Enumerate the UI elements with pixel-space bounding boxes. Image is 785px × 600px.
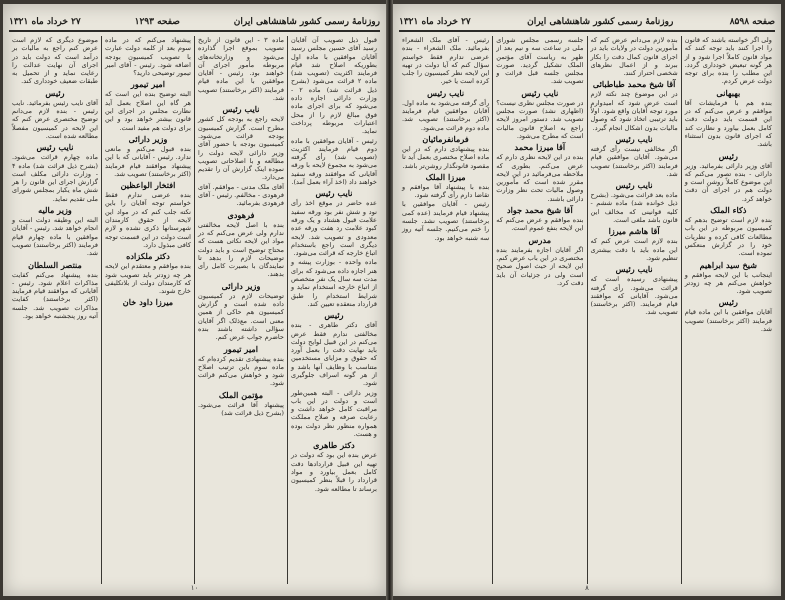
text-column <box>682 36 775 584</box>
paragraph: در صورت مجلس نظری نیست؟ (اظهاری نشد) صورت مجلس تصویب شد. دستور امروز لایحه راجع به اصلاح قانون مالیات است که مطرح می‌شود. <box>496 98 584 140</box>
speaker-heading: میرزا الملک <box>425 171 466 182</box>
speaker-heading: رئیس <box>324 310 344 321</box>
right-page <box>393 4 781 596</box>
paragraph: بنده با پیشنهاد آقا موافقم و تقاضا دارم رأی گرفته شود. <box>402 182 490 200</box>
paragraph: بنده عرضی ندارم فقط خواستم توجه آقایان را باین نکته جلب کنم که در مواد این لایحه از حقوق کارمندان شهرستانها ذکری نشده و لازم است دولت در این قسمت توجه کافی مبذول دارد. <box>105 191 191 249</box>
paragraph: وزیر دارائی - البته همین‌طور است و دولت در این باب مراقبت کامل خواهد داشت و رعایت صرفه و صلاح مملکت همواره منظور نظر دولت بوده و هست. <box>291 388 377 439</box>
speaker-heading: مدرس <box>528 234 552 245</box>
paragraph: قبول ذیل تصویب آن آقایان رسید آقای حسین مجلس رسید آقایان موافقین با ماده اول بطوریکه اصلاح شد قیام فرمایند اکثریت (تصویب شد) ماده ۲ قرائت می‌شود (بشرح ذیل قرائت شد) ماده ۲ - وزارت دارائی اجازه داده می‌شود که برای اجرای ماده فوق مبالغ لازم را از محل اعتبارات مربوطه پرداخت نماید. <box>291 36 377 136</box>
right-header-center: روزنامهٔ رسمی کشور شاهنشاهی ایران <box>527 17 674 27</box>
speaker-heading: نایب رئیس <box>315 188 353 199</box>
left-page-header <box>9 14 380 32</box>
text-column <box>288 36 380 584</box>
speaker-heading: فرهودی <box>227 209 255 220</box>
paragraph: بنده پیشنهادی دارم که در این ماده اصلاح مختصری بعمل آید تا مقصود قانونگذار روشن‌تر باشد. <box>402 144 490 170</box>
speaker-heading: رئیس <box>45 87 65 98</box>
left-header-left: ۲۷ خرداد ماه ۱۳۲۱ <box>9 17 81 27</box>
speaker-heading: میرزا داود خان <box>122 297 174 308</box>
speaker-heading: امیر تیمور <box>130 79 166 90</box>
paragraph: بنده قبول می‌کنم و مانعی ندارد. رئیس - آقایانی که با این پیشنهاد موافقند قیام فرمایند (اکثر برخاستند) تصویب شد. <box>105 144 191 178</box>
speaker-heading: آقا شیخ محمد جواد <box>506 205 573 216</box>
speaker-heading: دکتر طاهری <box>313 440 355 451</box>
paragraph: آقایان موافقین با این ماده قیام فرمایند (اکثر برخاستند) تصویب شد. <box>684 308 772 334</box>
text-column <box>102 36 195 584</box>
text-column <box>399 36 493 584</box>
text-column <box>493 36 587 584</box>
paragraph: ولی اگر خواسته باشند که قانون را اجرا کنند باید توجه کنند که مواد قانون کاملاً اجرا شود و از هر گونه تبعیض خودداری گردد. این مطلب را بنده برای توجه دولت عرض کردم. <box>684 36 772 86</box>
paragraph: رئیس - آقایان موافقین با پیشنهاد قیام فرمایند (عده کمی برخاستند) تصویب نشد. جلسه را ختم می‌کنیم. جلسه آتیه روز سه شنبه خواهد بود. <box>402 200 490 242</box>
speaker-heading: منتصر السلطان <box>28 259 82 270</box>
speaker-heading: نایب رئیس <box>36 142 74 153</box>
paragraph: عرض بنده این بود که دولت در تهیه این قبیل قراردادها دقت کامل بعمل بیاورد و مواد قرارداد را قبلاً بنظر کمیسیون برساند تا مطالعه شود. <box>291 451 377 493</box>
speaker-heading: شیخ سید ابراهیم <box>699 259 758 270</box>
speaker-heading: نایب رئیس <box>615 264 653 275</box>
speaker-heading: نایب رئیس <box>427 87 465 98</box>
paragraph: اگر مخالفی نیست رأی گرفته می‌شود. آقایان موافقین قیام فرمایند (اکثر برخاستند) تصویب شد. <box>590 144 678 178</box>
speaker-heading: آقا هاشم میرزا <box>608 226 660 237</box>
speaker-heading: نایب رئیس <box>222 104 260 115</box>
paragraph: ماده واحده - بوزارت پیشه و هنر اجازه داده می‌شود که برای مدت سه سال یک نفر متخصص از اتباع خارجه استخدام نماید و شرایط استخدام را طبق قرارداد منعقده تعیین کند. <box>291 258 377 308</box>
paragraph: در این موضوع چند نکته لازم است عرض شود که امیدوارم مورد توجه آقایان واقع شود. اولاً باید ترتیبی اتخاذ شود که وصول مالیات بدون اشکال انجام گیرد. <box>590 90 678 132</box>
right-page-footer: ۸ <box>585 584 589 592</box>
paragraph: بنده با اصل لایحه مخالفتی ندارم ولی عرض می‌کنم که در مواد این لایحه نکاتی هست که محتاج توضیح است و باید دولت توضیحات لازم را بدهد تا نمایندگان با بصیرت کامل رأی بدهند. <box>198 220 284 279</box>
speaker-heading: ذکاء الملک <box>710 205 747 216</box>
speaker-heading: نایب رئیس <box>521 87 559 98</box>
paragraph: رئیس - آقایان موافقین با ماده دوم قیام فرمایند اکثریت (تصویب شد) رأی گرفته می‌شود به مجموع لایحه با ورقه آقایانی که موافقند ورقه سفید خواهند داد (اخذ آراء بعمل آمد). <box>291 136 377 187</box>
speaker-heading: دکتر ملکزاده <box>126 251 170 262</box>
left-page-columns <box>9 36 380 584</box>
right-page-columns <box>399 36 775 584</box>
speaker-heading: وزیر مالیه <box>38 205 72 216</box>
page-gutter <box>386 0 393 600</box>
right-page-header <box>399 14 775 32</box>
paragraph: البته این وظیفه دولت است و انجام خواهد شد. رئیس - آقایان موافقین با ماده چهارم قیام فرمایند (اکثر برخاستند) تصویب شد. <box>12 216 98 258</box>
speaker-heading: وزیر دارائی <box>128 133 168 144</box>
left-header-right: روزنامهٔ رسمی کشور شاهنشاهی ایران <box>233 17 380 27</box>
text-column <box>195 36 288 584</box>
right-header-left: ۲۷ خرداد ماه ۱۳۲۱ <box>399 17 471 27</box>
paragraph: بنده لازم است توضیح بدهم که کمیسیون مربوطه در این باب مطالعات کافی کرده و نظریات خود را در گزارش منعکس نموده است. <box>684 216 772 258</box>
left-header-center: صفحه ۱۲۹۳ <box>134 17 180 27</box>
speaker-heading: نایب رئیس <box>615 133 653 144</box>
paragraph: بنده پیشنهاد می‌کنم کفایت مذاکرات اعلام شود. رئیس - آقایانی که موافقند قیام فرمایند (اکثر برخاستند) کفایت مذاکرات تصویب شد. جلسه آتیه روز پنجشنبه خواهد بود. <box>12 270 98 321</box>
paragraph: پیشنهادی رسیده است که قرائت می‌شود. رأی گرفته می‌شود. آقایانی که موافقند قیام فرمایند. (اکثر برخاستند) تصویب شد. <box>590 275 678 317</box>
paragraph: عده حاضر در موقع اخذ رأی نود و شش نفر بود ورقه سفید علامت قبول هشتاد و یک ورقه کبود علامت رد هفت ورقه عده معدودی و تصویب شد. لایحه دیگری است راجع باستخدام اتباع خارجه که قرائت می‌شود. <box>291 199 377 258</box>
paragraph: رئیس - آقای ملک الشعراء بفرمائید. ملک الشعراء - بنده عرضی ندارم فقط خواستم سؤال کنم که آیا دولت در تهیه این لایحه نظر کمیسیون را جلب کرده است یا خیر. <box>402 36 490 86</box>
speaker-heading: افتخار الواعظین <box>120 180 176 191</box>
paragraph: پیشنهاد می‌کنم که در ماده سوم بعد از کلمه دولت عبارت با تصویب کمیسیون بودجه اضافه شود. رئیس - آقای امیر تیمور توضیحی دارید؟ <box>105 36 191 78</box>
speaker-heading: آقا میرزا محمد <box>514 142 566 153</box>
paragraph: توضیحات لازم در کمیسیون داده شده است و گزارش کمیسیون هم حاکی از همین معنی است. مع‌ذلک اگر آقایان سؤالی داشته باشند بنده حاضرم جواب عرض کنم. <box>198 291 284 342</box>
speaker-heading: رئیس <box>718 297 738 308</box>
speaker-heading: بهبهانی <box>716 87 741 98</box>
speaker-heading: آقا شیخ محمد طباطبائی <box>592 79 676 90</box>
paragraph: ماده چهارم قرائت می‌شود. (بشرح ذیل قرائت شد) ماده ۴ - وزارت دارائی مکلف است گزارش اجرای این قانون را هر شش ماه یکبار بمجلس شورای ملی تقدیم نماید. <box>12 153 98 203</box>
left-page <box>3 4 386 596</box>
paragraph: اینجانب با این لایحه موافقم و خواهش می‌کنم هر چه زودتر تصویب شود. <box>684 270 772 296</box>
text-column <box>9 36 102 584</box>
paragraph: ماده ۳ - این قانون از تاریخ تصویب بموقع اجرا گذارده می‌شود و وزارتخانه‌های مربوطه مأمور اجرای آن خواهند بود. رئیس - آقایان موافقین با این ماده قیام فرمایند (اکثر برخاستند) تصویب شد. <box>198 36 285 103</box>
paragraph: آقای نایب رئیس بفرمائید. نایب رئیس - بنده لازم می‌دانم توضیح مختصری عرض کنم که این لایحه در کمیسیون مفصلاً مطالعه شده است. <box>12 98 98 140</box>
paragraph: بنده لازم می‌دانم عرض کنم که مأمورین دولت در ولایات باید در اجرای قانون کمال دقت را بکار ببرند و از اعمال نظرهای شخصی احتراز کنند. <box>590 36 678 78</box>
paragraph: بنده هم با فرمایشات آقا موافقم و عرض می‌کنم که در این قسمت باید دولت دقت کامل بعمل بیاورد و نظارت کند که اجرای قانون بدون استثناء باشد. <box>684 98 772 149</box>
speaker-heading: فرمانفرمائیان <box>422 133 469 144</box>
paragraph: آقای ملک مدنی - موافقم. آقای فرهودی - مخالفم. رئیس - آقای فرهودی بفرمائید. <box>198 182 284 208</box>
paragraph: رأی گرفته می‌شود به ماده اول. آقایان موافقین قیام فرمایند (اکثر برخاستند) تصویب شد. ماده دوم قرائت می‌شود. <box>402 98 490 132</box>
paragraph: موضوع دیگری که لازم است عرض کنم راجع به مالیات بر درآمد است که دولت باید در اجرای آن نهایت عدالت را رعایت نماید و از تحمیل به طبقات ضعیف خودداری کند. <box>12 36 98 86</box>
speaker-heading: رئیس <box>718 150 738 161</box>
speaker-heading: وزیر دارائی <box>221 280 261 291</box>
paragraph: بنده در این لایحه نظری دارم که عرض می‌کنم. بطوری که ملاحظه می‌فرمائید در این لایحه مقرر شده است که مأمورین وصول مالیات تحت نظر وزارت دارائی باشند. <box>496 153 584 203</box>
paragraph: ماده بعد قرائت می‌شود. (بشرح ذیل خوانده شد) ماده ششم - کلیه قوانینی که مخالف این قانون باشد ملغی است. <box>590 191 678 225</box>
speaker-heading: امیر تیمور <box>223 343 259 354</box>
paragraph: اگر آقایان اجازه بفرمایند بنده مختصری در این باب عرض کنم. این لایحه از حیث اصول صحیح است ولی در جزئیات آن باید دقت کرد. <box>496 245 584 287</box>
paragraph: بنده موافقم و معتقدم این لایحه هر چه زودتر باید تصویب شود که کارمندان دولت از بلاتکلیفی خارج شوند. <box>105 262 191 296</box>
paragraph: جلسه رسمی مجلس شورای ملی در ساعت سه و نیم بعد از ظهر به ریاست آقای مؤتمن الملک تشکیل گردید. صورت مجلس جلسه قبل قرائت و تصویب شد. <box>496 36 584 86</box>
paragraph: بنده لازم است عرض کنم که این ماده باید با دقت بیشتری تنظیم شود. <box>590 237 678 262</box>
text-column <box>588 36 682 584</box>
paragraph: لایحه راجع به بودجه کل کشور مطرح است. گزارش کمیسیون بودجه قرائت می‌شود. کمیسیون بودجه با حضور آقای وزیر دارائی لایحه دولت را مطالعه و با اصلاحاتی تصویب نموده اینک گزارش آن را تقدیم می‌دارد. <box>198 115 284 182</box>
paragraph: پیشنهاد آقا قرائت می‌شود. (بشرح ذیل قرائت شد) <box>198 400 284 417</box>
speaker-heading: مؤتمن الملک <box>218 389 264 400</box>
right-header-right: صفحه ۸۵۹۸ <box>729 17 775 27</box>
paragraph: البته توضیح بنده این است که هر گاه این اصلاح بعمل آید نظارت مجلس در اجرای این قانون بیشتر خواهد بود و این برای دولت هم مفید است. <box>105 90 191 132</box>
paragraph: بنده پیشنهادی تقدیم کرده‌ام که ماده سوم باین ترتیب اصلاح شود و خواهش می‌کنم قرائت شود. <box>198 354 284 388</box>
speaker-heading: نایب رئیس <box>615 180 653 191</box>
paragraph: بنده موافقم و عرض می‌کنم که این لایحه بنفع عموم است. <box>496 216 584 233</box>
paragraph: آقای وزیر دارائی بفرمائید. وزیر دارائی - بنده تصور می‌کنم که این موضوع کاملاً روشن است و دولت هم در اجرای آن دقت خواهد کرد. <box>684 161 772 203</box>
left-page-footer: ۱۰ <box>190 584 199 592</box>
paragraph: آقای دکتر طاهری - بنده مخالفتی ندارم فقط عرض می‌کنم در این قبیل لوایح دولت باید نهایت دقت را بعمل آورد که حقوق و مزایای مستخدمین متناسب با وظایف آنها باشد و از هر گونه اسراف جلوگیری شود. <box>291 321 377 388</box>
